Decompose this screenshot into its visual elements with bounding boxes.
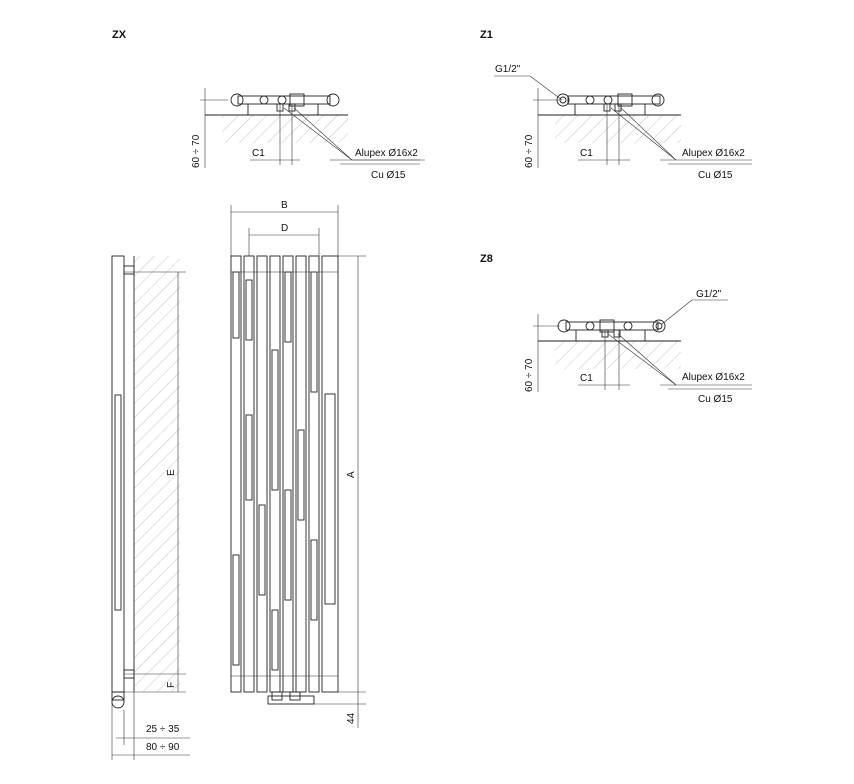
zx-c1-label: C1: [252, 148, 265, 159]
z1-pipe-alupex: Alupex Ø16x2: [682, 148, 745, 159]
z1-title: Z1: [480, 29, 493, 41]
side-view: [112, 256, 190, 760]
side-gap-80-90: 80 ÷ 90: [146, 742, 180, 753]
zx-wall-hatch: [222, 115, 348, 143]
side-e-label: E: [166, 469, 177, 476]
z8-wall-hatch: [555, 341, 681, 369]
z1-pipe-cu: Cu Ø15: [698, 170, 733, 181]
zx-title: ZX: [112, 29, 127, 41]
front-d-label: D: [281, 223, 289, 234]
zx-height-dim: 60 ÷ 70: [191, 134, 202, 168]
radiator-tubes: [231, 256, 338, 692]
front-a-label: A: [346, 471, 357, 478]
zx-pipe-alupex: Alupex Ø16x2: [355, 148, 418, 159]
front-b-label: B: [281, 200, 288, 211]
z8-title: Z8: [480, 253, 493, 265]
side-gap-25-35: 25 ÷ 35: [146, 724, 180, 735]
z8-height-dim: 60 ÷ 70: [524, 358, 535, 392]
z8-pipe-alupex: Alupex Ø16x2: [682, 372, 745, 383]
side-f-label: F: [166, 681, 177, 688]
z8-c1-label: C1: [580, 373, 593, 384]
zx-connection-view: [112, 29, 425, 181]
front-view: [231, 200, 366, 728]
zx-pipe-cu: Cu Ø15: [371, 170, 406, 181]
z1-connection-view: [480, 29, 752, 181]
z1-wall-hatch: [555, 115, 681, 143]
z1-c1-label: C1: [580, 148, 593, 159]
front-bottom-dim: 44: [346, 712, 357, 724]
z1-height-dim: 60 ÷ 70: [524, 134, 535, 168]
z8-connection-view: [480, 253, 752, 405]
z8-thread-label: G1/2": [696, 289, 722, 300]
z1-thread-label: G1/2": [495, 64, 521, 75]
z8-pipe-cu: Cu Ø15: [698, 394, 733, 405]
